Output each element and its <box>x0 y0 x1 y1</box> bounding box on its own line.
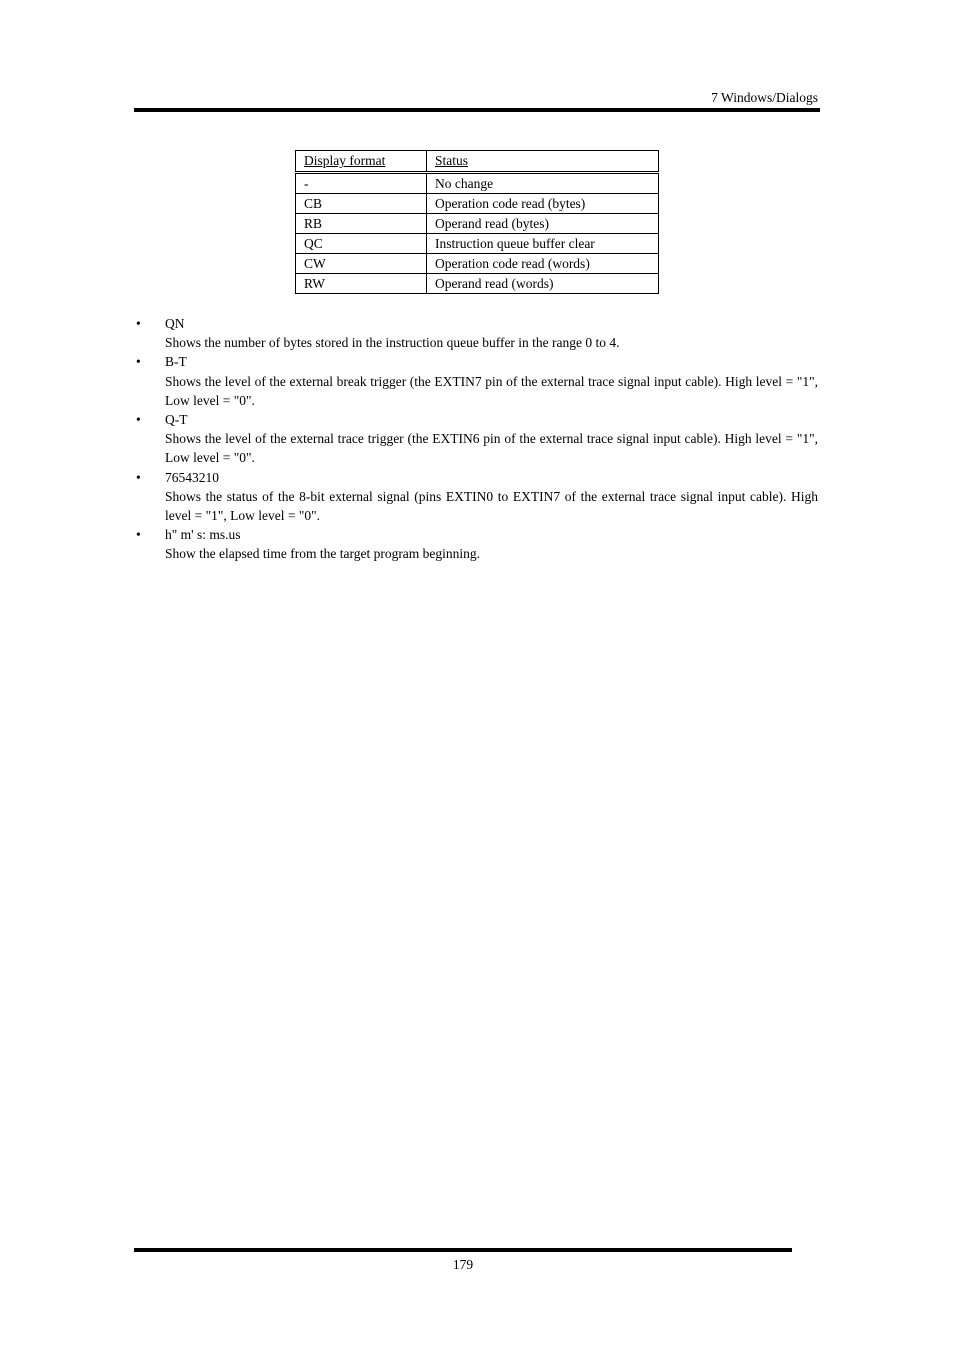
item-term: Q-T <box>165 412 188 428</box>
cell-status: Operand read (words) <box>427 274 659 294</box>
item-description: Show the elapsed time from the target program beginning. <box>165 546 481 562</box>
item-description: Shows the level of the external break trigger (the EXTIN7 pin of the external trace signal input cable). High level = "1", Low level = "0". <box>165 373 818 408</box>
item-term: QN <box>165 316 185 331</box>
footer-rule <box>134 1248 792 1252</box>
item-description: Shows the number of bytes stored in the instruction queue buffer in the range 0 to 4. <box>165 335 620 351</box>
cell-status: Operation code read (bytes) <box>427 194 659 214</box>
list-item <box>134 352 818 410</box>
column-header-status: Status <box>427 151 659 173</box>
cell-status: Instruction queue buffer clear <box>427 234 659 254</box>
table-header-row <box>296 151 659 173</box>
cell-format: CW <box>296 254 427 274</box>
table-row <box>296 234 659 254</box>
running-header: 7 Windows/Dialogs <box>711 90 818 105</box>
list-item <box>134 468 818 526</box>
cell-status: Operation code read (words) <box>427 254 659 274</box>
item-term: h" m' s: ms.us <box>165 527 241 543</box>
table-row <box>296 214 659 234</box>
item-term: 76543210 <box>165 469 219 485</box>
table-row <box>296 254 659 274</box>
cell-format: RB <box>296 214 427 234</box>
page-number: 179 <box>452 1257 474 1272</box>
table-row <box>296 173 659 194</box>
bullet-icon: • <box>136 469 141 485</box>
field-description-list <box>134 314 818 564</box>
bullet-icon: • <box>136 354 141 370</box>
list-item <box>134 525 818 563</box>
table-row <box>296 194 659 214</box>
cell-format: CB <box>296 194 427 214</box>
item-term: B-T <box>165 354 187 370</box>
bullet-icon: • <box>136 316 141 331</box>
cell-status: No change <box>427 173 659 194</box>
cell-status: Operand read (bytes) <box>427 214 659 234</box>
list-item <box>134 314 818 352</box>
header-rule <box>134 108 820 112</box>
column-header-display-format: Display format <box>296 151 427 173</box>
item-description: Shows the level of the external trace trigger (the EXTIN6 pin of the external trace signal input cable). High level = "1", Low level = "0". <box>165 431 818 466</box>
display-format-table <box>295 150 659 294</box>
table-row <box>296 274 659 294</box>
bullet-icon: • <box>136 412 141 428</box>
cell-format: QC <box>296 234 427 254</box>
cell-format: RW <box>296 274 427 294</box>
cell-format: - <box>296 173 427 194</box>
item-description: Shows the status of the 8-bit external signal (pins EXTIN0 to EXTIN7 of the external trace signal input cable). High level = "1", Low level = "0". <box>165 488 818 524</box>
bullet-icon: • <box>136 527 141 543</box>
list-item <box>134 410 818 468</box>
